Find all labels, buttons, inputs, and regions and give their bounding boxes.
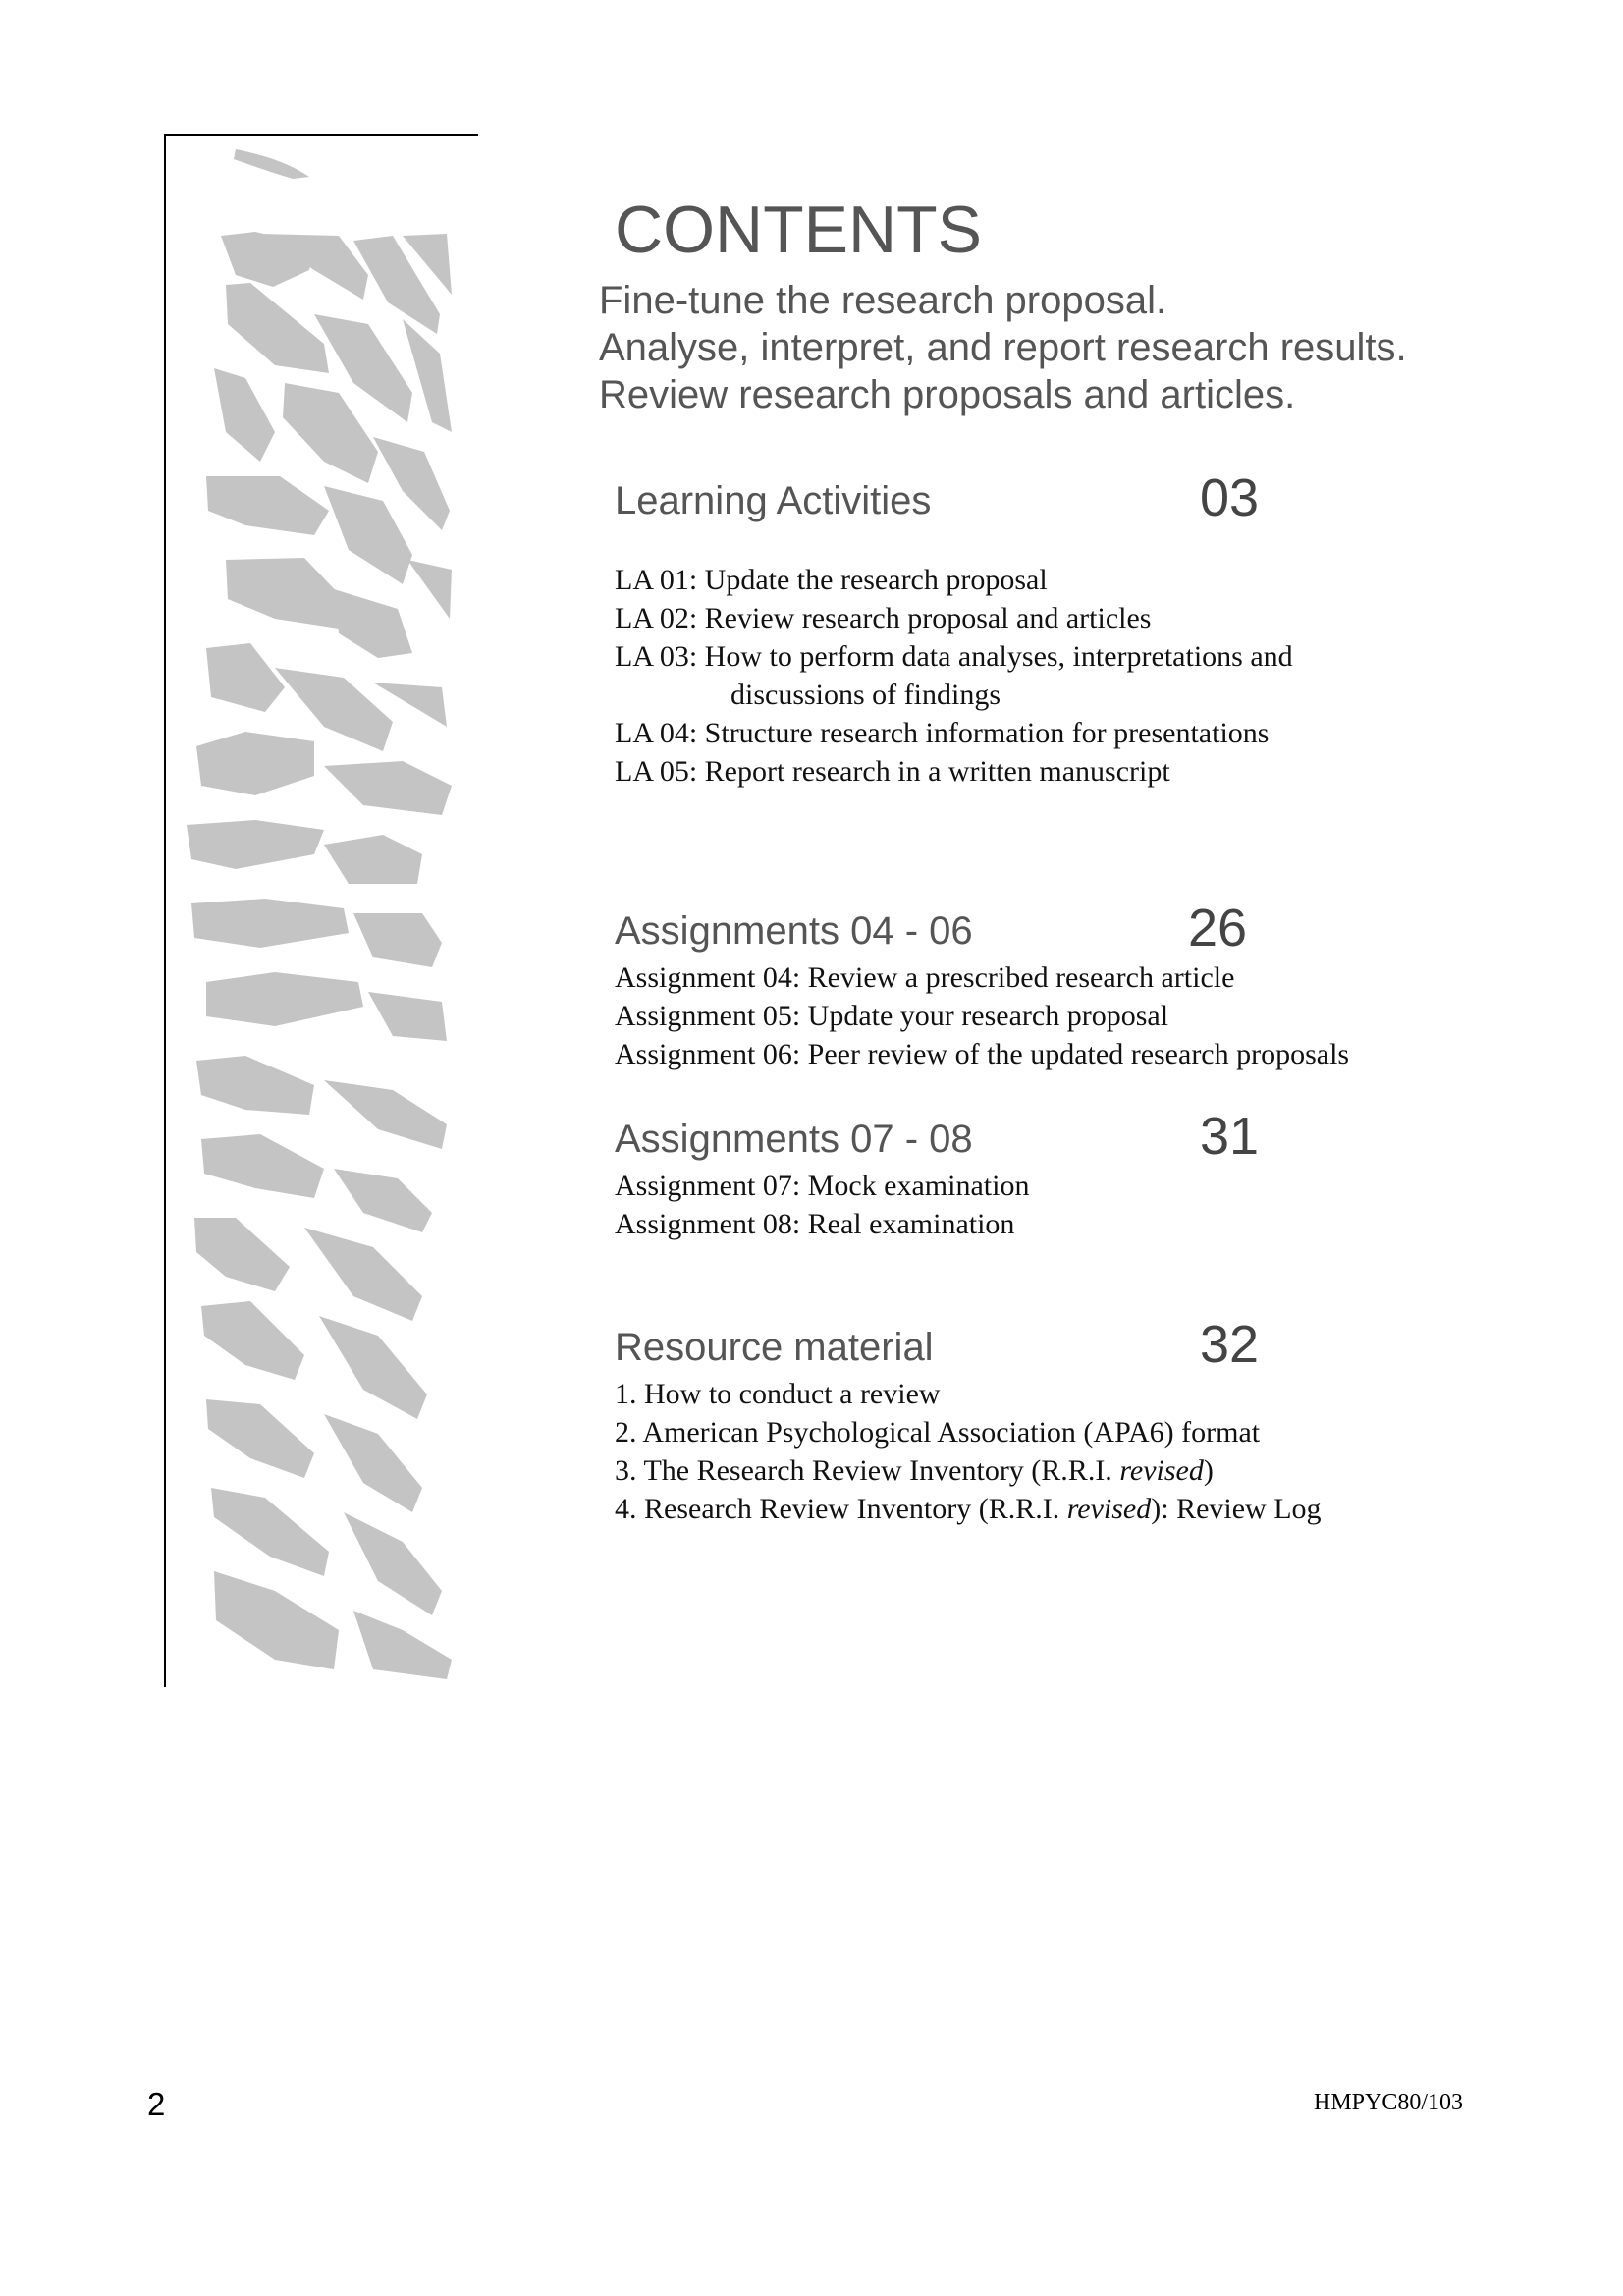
list-item-text: 4. Research Review Inventory (R.R.I. [615, 1493, 1067, 1525]
list-item-text: ) [1203, 1454, 1214, 1487]
section-page-number: 32 [1200, 1315, 1260, 1374]
assignments-04-06-list [615, 958, 1349, 1073]
goal-item: Fine-tune the research proposal. [599, 279, 1167, 322]
section-heading-assignments-04-06: Assignments 04 - 06 [615, 909, 973, 953]
list-item: 2. American Psychological Association (APA6) format [615, 1416, 1261, 1449]
section-page-number: 26 [1188, 899, 1248, 957]
list-item [615, 1451, 1322, 1490]
list-item: Assignment 08: Real examination [615, 1208, 1015, 1240]
list-item: LA 03: How to perform data analyses, interpretations and [615, 640, 1293, 673]
page-title: CONTENTS [615, 192, 982, 267]
list-item [615, 1490, 1322, 1528]
footer-page-number: 2 [147, 2086, 166, 2122]
list-item: Assignment 05: Update your research proposal [615, 1000, 1169, 1032]
list-item: Assignment 07: Mock examination [615, 1170, 1030, 1202]
list-item: Assignment 06: Peer review of the updated research proposals [615, 1038, 1350, 1070]
zebra-stripe-decoration [167, 137, 471, 1679]
section-heading-learning-activities: Learning Activities [615, 479, 932, 522]
goals-list [599, 277, 1407, 418]
footer-course-code: HMPYC80/103 [1314, 2090, 1464, 2115]
assignments-07-08-list [615, 1167, 1029, 1243]
list-item-text: 3. The Research Review Inventory (R.R.I. [615, 1454, 1120, 1487]
list-item-emphasis: revised [1066, 1493, 1152, 1525]
list-item: LA 04: Structure research information for presentations [615, 717, 1270, 749]
section-page-number: 03 [1200, 468, 1260, 527]
goal-item: Review research proposals and articles. [599, 373, 1296, 416]
list-item-emphasis: revised [1119, 1454, 1204, 1487]
list-item-text: ): Review Log [1151, 1493, 1322, 1525]
section-heading-resource-material: Resource material [615, 1326, 934, 1369]
list-item-continuation: discussions of findings [730, 679, 1001, 711]
section-heading-assignments-07-08: Assignments 07 - 08 [615, 1118, 973, 1161]
list-item: LA 01: Update the research proposal [615, 564, 1048, 596]
list-item: 1. How to conduct a review [615, 1378, 941, 1410]
list-item: LA 05: Report research in a written manuscript [615, 755, 1170, 788]
section-page-number: 31 [1200, 1107, 1260, 1166]
goal-item: Analyse, interpret, and report research results. [599, 326, 1407, 369]
frame-border-left [164, 134, 166, 1687]
resource-material-list [615, 1375, 1322, 1528]
frame-border-top [164, 134, 478, 136]
learning-activities-list [615, 561, 1293, 791]
list-item: Assignment 04: Review a prescribed research article [615, 961, 1235, 994]
list-item: LA 02: Review research proposal and articles [615, 602, 1152, 634]
